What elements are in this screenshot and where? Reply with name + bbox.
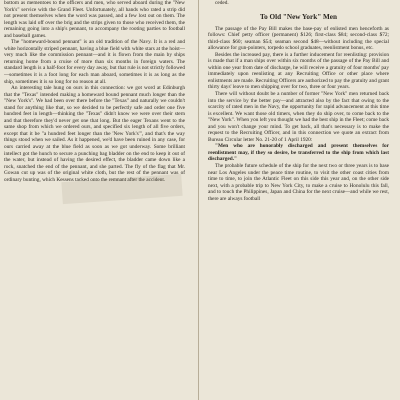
paragraph-pay-bill: The passage of the Pay Bill makes the base-pay of enlisted men henceforth as follows: Chief petty officer (permanent) $126; first-class $84; second-class $72; third-class $60; seaman $54; seaman second $48—without including the special allowance for gun-pointers, torpedo school graduates, reenlistment bonus, etc. [208,25,389,52]
paragraph-quote: "Men who are honorably discharged and present themselves for reenlistment may, if they so desire, be transferred to the ship from which last discharged." [208,143,389,163]
paragraph-future-schedule: The probable future schedule of the ship for the next two or three years is to base near Los Angeles under the peace time routine, to visit the other coast cities from time to time, to join the Atlantic Fleet on this side this year and, on the other side next, with a probable trip to New York City, to make a cruise to Honolulu this fall, and to touch the Philippines, Japan and China for the next cruise—and while we rest, there are always football [208,163,389,202]
paragraph-reenlisting: Besides the increased pay, there is a further inducement for reenlisting: provision is made that if a man ships over within six months of the passage of the Pay Bill and within one year from date of discharge, he will receive a gratuity of four months' pay immediately upon reenlisting at any Recruiting Office or other place where enlistments are made. Recruiting Officers are authorized to pay the gratuity and grant thirty days' leave to men shipping over for two, three or four years. [208,51,389,91]
top-fragment: ceded. [215,0,229,6]
article-heading: To Old "New York" Men [260,12,337,21]
paragraph-former-men: There will without doubt be a number of former "New York" men returned back into the service by the better pay—and attracted also by the fact that owing to the scarcity of rated men in the Navy, the opportunity for rapid advancement at this time is excellent. We want those old timers, when they do ship over, to come back to the "New York". When you left you thought we had the best ship in the Fleet; come back and you won't change your mind. To get back, all that's necessary is to make the request to the Recruiting Officer, and in this connection we quote an extract from Bureau Circular letter No. 21-20 of 1 April 1920: [208,91,389,143]
right-column [208,0,389,400]
left-column [4,0,185,400]
paragraph-pennant-strips: bottom as mementoes to the officers and men, who served aboard during the "New York's" service with the Grand Fleet. Unfortunately, all hands who rated a strip did not present themselves when the word was passed, and a few lost out on them. The length was laid off over the brig and the strips given to those who received them, the remaining going into a ship's pennant, to accompany the rooting parties to football and baseball games. [4,0,185,39]
paragraph-homeward-bound-pennant: The "homeward-bound pennant" is an old tradition of the Navy. It is a red and white horizontally striped pennant, having a blue field with white stars at the hoist—very much like the commission pennant—and it is flown from the main by ships returning home from a cruise of more than six months in foreign waters. The standard length is a half-foot for every day away, but that rule is not strictly followed—sometimes it is a foot long for each man aboard, sometimes it is as long as the ship, sometimes it is so long for no reason at all. [4,39,185,85]
column-divider [198,0,199,400]
paragraph-texas-tale: An interesting tale hung on ours in this connection: we got word at Edinburgh that the "Texas" intended making a homeward bound pennant much longer than the "New York's". We had been over there before the "Texas" and naturally we couldn't stand for anything like that, so we decided to be perfectly safe and order one five hundred feet in length—thinking the "Texas" didn't know we were over their stern and that therefore they'd never get one that long. But the eager Texans went to the same shop from which we ordered ours, and specified six length of all five orders, except that it be "a hundred feet longer than the 'New York's'", and that's the way things stood when we sailed. As it happened, we'd have been ruined in any case, for ours carried away at the blue field as soon as we got underway. Some brilliant intellect got the hunch to secure a punching bag bladder on the end to keep it out of the water, but instead of having the desired effect, the bladder came down like a rock, snatched the end of the pennant, and she parted. The fly of the flag that Mr. Gowan cut up was of the original white cloth, but the rest of the pennant was of ordinary bunting, which Kessens tacked onto the remnant after the accident. [4,85,185,183]
